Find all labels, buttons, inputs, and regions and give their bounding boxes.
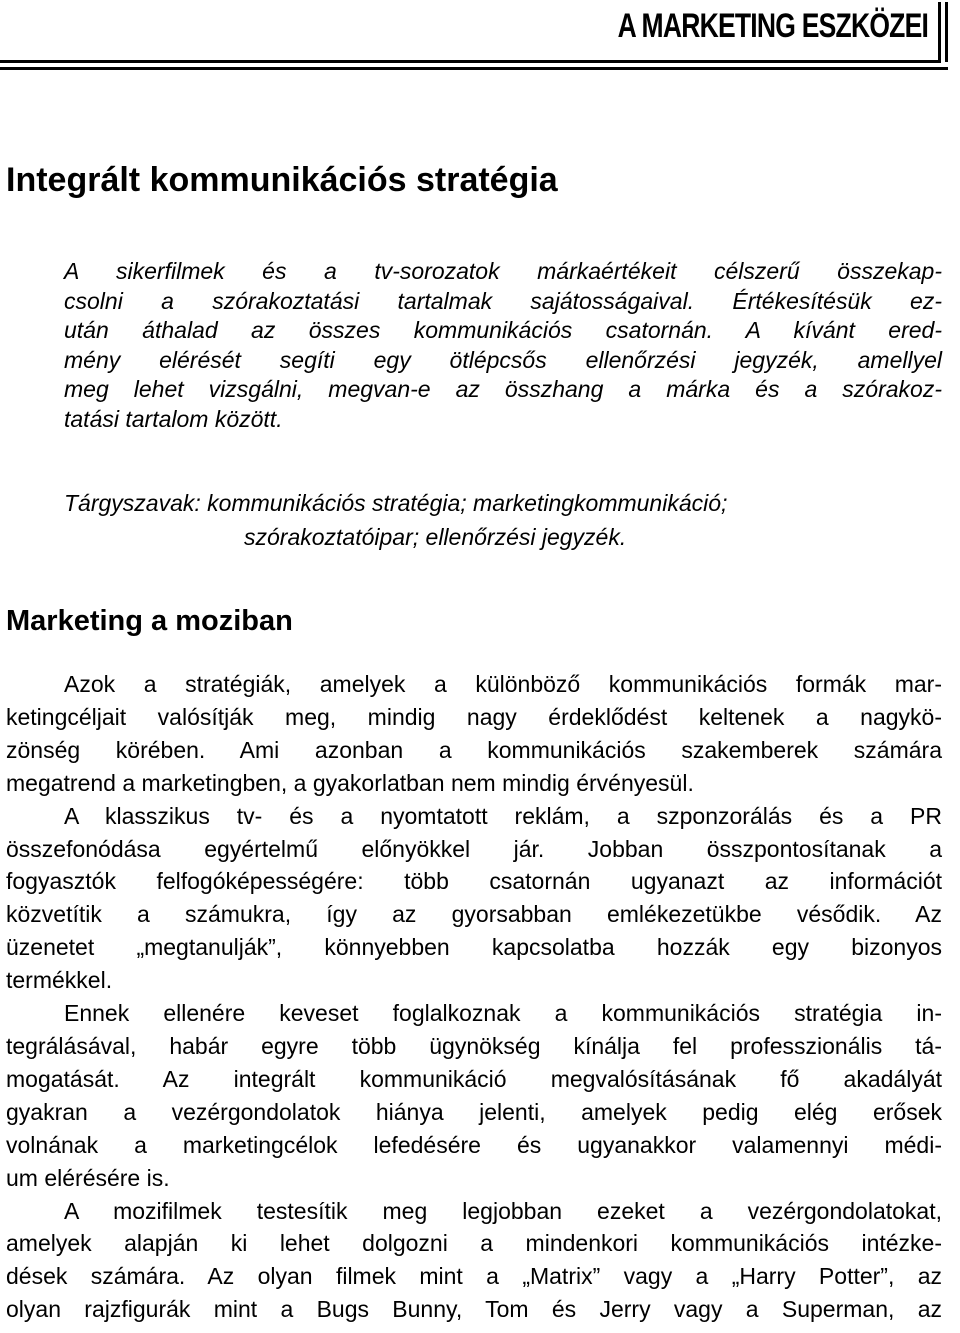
keywords-line-2: szórakoztatóipar; ellenőrzési jegyzék.	[244, 524, 627, 550]
body-line: üzenetet „megtanulják”, könnyebben kapcsolatba hozzák egy bizonyos	[6, 934, 942, 961]
abstract-line: után áthalad az összes kommunikációs csatornán. A kívánt ered-	[64, 317, 942, 344]
abstract-line: mény elérését segíti egy ötlépcsős ellenőrzési jegyzék, amellyel	[64, 346, 942, 373]
body-line: Ennek ellenére keveset foglalkoznak a kommunikációs stratégia in-	[64, 1000, 942, 1027]
body-line: fogyasztók felfogóképességére: több csatornán ugyanazt az információt	[6, 868, 942, 895]
abstract-line: meg lehet vizsgálni, megvan-e az összhang a márka és a szórakoz-	[64, 376, 942, 403]
header-horizontal-rule	[0, 67, 948, 70]
body-line: ketingcéljait valósítják meg, mindig nagy érdeklődést keltenek a nagykö-	[6, 703, 942, 730]
keywords-label: Tárgyszavak:	[64, 490, 201, 516]
body-line: mogatását. Az integrált kommunikáció megvalósításának fő akadályát	[6, 1065, 942, 1092]
body-line: zönség körében. Ami azonban a kommunikációs szakemberek számára	[6, 736, 942, 763]
body-line: gyakran a vezérgondolatok hiánya jelenti, amelyek pedig elég erősek	[6, 1098, 942, 1125]
abstract-line: tatási tartalom között.	[64, 405, 283, 432]
body-line: közvetítik a számukra, így az gyorsabban emlékezetükbe vésődik. Az	[6, 901, 942, 928]
body-line: termékkel.	[6, 967, 113, 994]
body-line: amelyek alapján ki lehet dolgozni a mindenkori kommunikációs intézke-	[6, 1230, 942, 1257]
body-line: volnának a marketingcélok lefedésére és ugyanakkor valamennyi médi-	[6, 1131, 942, 1158]
article-title: Integrált kommunikációs stratégia	[6, 161, 558, 199]
section-title: Marketing a moziban	[6, 605, 293, 637]
abstract-line: csolni a szórakoztatási tartalmak sajátosságaival. Értékesítésük ez-	[64, 287, 942, 314]
abstract-line: A sikerfilmek és a tv-sorozatok márkaértékeit célszerű összekap-	[64, 258, 942, 284]
body-line: dések számára. Az olyan filmek mint a „Matrix” vagy a „Harry Potter”, az	[6, 1263, 942, 1290]
abstract	[64, 257, 942, 435]
running-header-title: A MARKETING ESZKÖZEI	[617, 7, 928, 45]
body-line: tegrálásával, habár egyre több ügynökség kínálja fel professzionális tá-	[6, 1032, 942, 1059]
body-line: összefonódása egyértelmű előnyökkel jár. Jobban összpontosítanak a	[6, 835, 942, 862]
body-line: A klasszikus tv- és a nyomtatott reklám, a szponzorálás és a PR	[64, 802, 942, 829]
body-line: olyan rajzfigurák mint a Bugs Bunny, Tom és Jerry vagy a Superman, az	[6, 1296, 942, 1323]
header-vertical-rule	[938, 2, 941, 62]
keywords-line-1: kommunikációs stratégia; marketingkommunikáció;	[200, 490, 728, 516]
body-line: A mozifilmek testesítik meg legjobban ezeket a vezérgondolatokat,	[64, 1197, 942, 1224]
header-horizontal-rule	[0, 60, 941, 63]
section-body	[6, 668, 942, 1326]
body-line: megatrend a marketingben, a gyakorlatban nem mindig érvényesül.	[6, 769, 694, 796]
page-header	[0, 0, 960, 72]
header-vertical-rule	[945, 2, 948, 62]
body-line: um elérésére is.	[6, 1164, 170, 1191]
body-line: Azok a stratégiák, amelyek a különböző kommunikációs formák mar-	[64, 671, 942, 697]
keywords	[64, 486, 944, 554]
